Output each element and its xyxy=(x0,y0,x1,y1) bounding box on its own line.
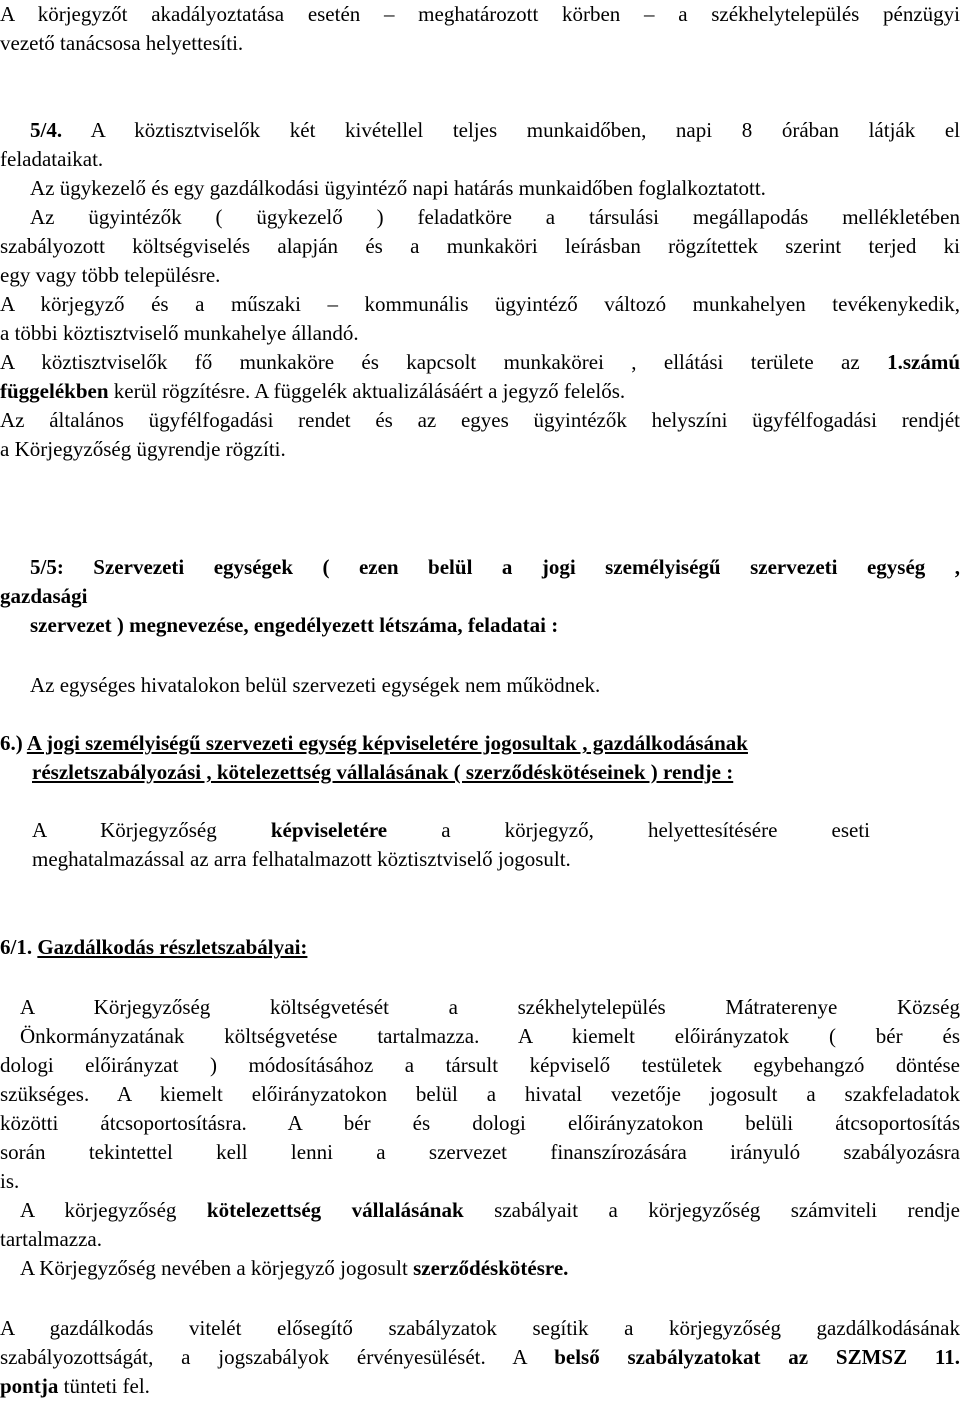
section-number: 6/1. xyxy=(0,935,33,959)
appendix-reference: 1.számú xyxy=(887,350,960,374)
paragraph-text: tünteti fel. xyxy=(63,1374,150,1398)
section-6-heading: részletszabályozási , kötelezettség vállalásának ( szerződéskötéseinek ) rendje : xyxy=(32,760,734,784)
paragraph-text: A köztisztviselők két kivétellel teljes munkaidőben, napi 8 órában látják el xyxy=(90,118,960,142)
paragraph-line xyxy=(32,816,870,845)
paragraph-line: A gazdálkodás vitelét elősegítő szabályzatok segítik a körjegyzőség gazdálkodásának xyxy=(0,1316,960,1340)
paragraph-text: szabályozottságát, a jogszabályok érvényesülését. A xyxy=(0,1345,527,1369)
paragraph-line: Az általános ügyfélfogadási rendet és az egyes ügyintézők helyszíni ügyfélfogadási rendjét xyxy=(0,408,960,432)
paragraph-line: Az egységes hivatalokon belül szervezeti egységek nem működnek. xyxy=(30,673,601,697)
paragraph-line: szükséges. A kiemelt előirányzatokon belül a hivatal vezetője jogosult a szakfeladatok xyxy=(0,1082,960,1106)
emphasis: képviseletére xyxy=(270,818,388,842)
paragraph-line: egy vagy több településre. xyxy=(0,263,221,287)
section-5-5-heading: gazdasági xyxy=(0,584,88,608)
paragraph-line: meghatalmazással az arra felhatalmazott köztisztviselő jogosult. xyxy=(32,847,571,871)
paragraph-line: feladataikat. xyxy=(0,147,104,171)
paragraph-line xyxy=(20,1196,960,1225)
paragraph-line: a Körjegyzőség ügyrendje rögzíti. xyxy=(0,437,286,461)
appendix-reference: függelékben xyxy=(0,379,109,403)
section-6-heading xyxy=(0,729,960,758)
emphasis: pontja xyxy=(0,1374,59,1398)
paragraph-line: tartalmazza. xyxy=(0,1227,103,1251)
paragraph-text: a körjegyző, helyettesítésére eseti xyxy=(441,818,870,842)
section-number: 5/4. xyxy=(30,118,63,142)
paragraph-line: A körjegyző és a műszaki – kommunális ügyintéző változó munkahelyen tevékenykedik, xyxy=(0,292,960,316)
emphasis: kötelezettség vállalásának xyxy=(206,1198,464,1222)
section-5-4-first-line xyxy=(0,116,960,145)
paragraph-line xyxy=(20,1254,960,1283)
section-title: A jogi személyiségű szervezeti egység képviseletére jogosultak , gazdálkodásának xyxy=(26,731,748,755)
section-6-1-heading xyxy=(0,933,960,962)
paragraph-text: A köztisztviselők fő munkaköre és kapcsolt munkakörei , ellátási területe az xyxy=(0,350,860,374)
paragraph-text: A Körjegyzőség xyxy=(32,818,217,842)
paragraph-line xyxy=(0,348,960,377)
section-title: Gazdálkodás részletszabályai: xyxy=(37,935,308,959)
section-5-5-heading: szervezet ) megnevezése, engedélyezett létszáma, feladatai : xyxy=(30,613,559,637)
emphasis: szerződéskötésre. xyxy=(413,1256,569,1280)
paragraph-line: szabályozott költségviselés alapján és a munkaköri leírásban rögzítettek szerint terjed ki xyxy=(0,234,960,258)
paragraph-line xyxy=(0,377,960,406)
paragraph-line: A Körjegyzőség költségvetését a székhelytelepülés Mátraterenye Község xyxy=(20,995,960,1019)
section-number: 6.) xyxy=(0,731,23,755)
paragraph-line: vezető tanácsosa helyettesíti. xyxy=(0,31,244,55)
paragraph-line: során tekintettel kell lenni a szervezet finanszírozására irányuló szabályozásra xyxy=(0,1140,960,1164)
paragraph-line xyxy=(0,1343,960,1372)
paragraph-line: dologi előirányzat ) módosításához a társult képviselő testületek egybehangzó döntése xyxy=(0,1053,960,1077)
paragraph-line xyxy=(0,1372,960,1401)
paragraph-line: közötti átcsoportosításra. A bér és dologi előirányzatokon belüli átcsoportosítás xyxy=(0,1111,960,1135)
paragraph-line: Az ügyintézők ( ügykezelő ) feladatköre a társulási megállapodás mellékletében xyxy=(30,205,960,229)
paragraph-line: Önkormányzatának költségvetése tartalmazza. A kiemelt előirányzatok ( bér és xyxy=(20,1024,960,1048)
section-5-5-heading: 5/5: Szervezeti egységek ( ezen belül a jogi személyiségű szervezeti egység , xyxy=(30,555,960,579)
paragraph-text: A körjegyzőség xyxy=(20,1198,177,1222)
paragraph-text: szabályait a körjegyzőség számviteli rendje xyxy=(494,1198,960,1222)
paragraph-line: is. xyxy=(0,1169,20,1193)
paragraph-text: A Körjegyzőség nevében a körjegyző jogosult xyxy=(20,1256,408,1280)
paragraph-line: A körjegyzőt akadályoztatása esetén – meghatározott körben – a székhelytelepülés pénzügyi xyxy=(0,2,960,26)
paragraph-line: a többi köztisztviselő munkahelye állandó. xyxy=(0,321,359,345)
paragraph-line: Az ügykezelő és egy gazdálkodási ügyintéző napi határás munkaidőben foglalkoztatott. xyxy=(30,176,766,200)
emphasis: belső szabályzatokat az SZMSZ 11. xyxy=(554,1345,960,1369)
paragraph-text: kerül rögzítésre. A függelék aktualizálásáért a jegyző felelős. xyxy=(113,379,626,403)
